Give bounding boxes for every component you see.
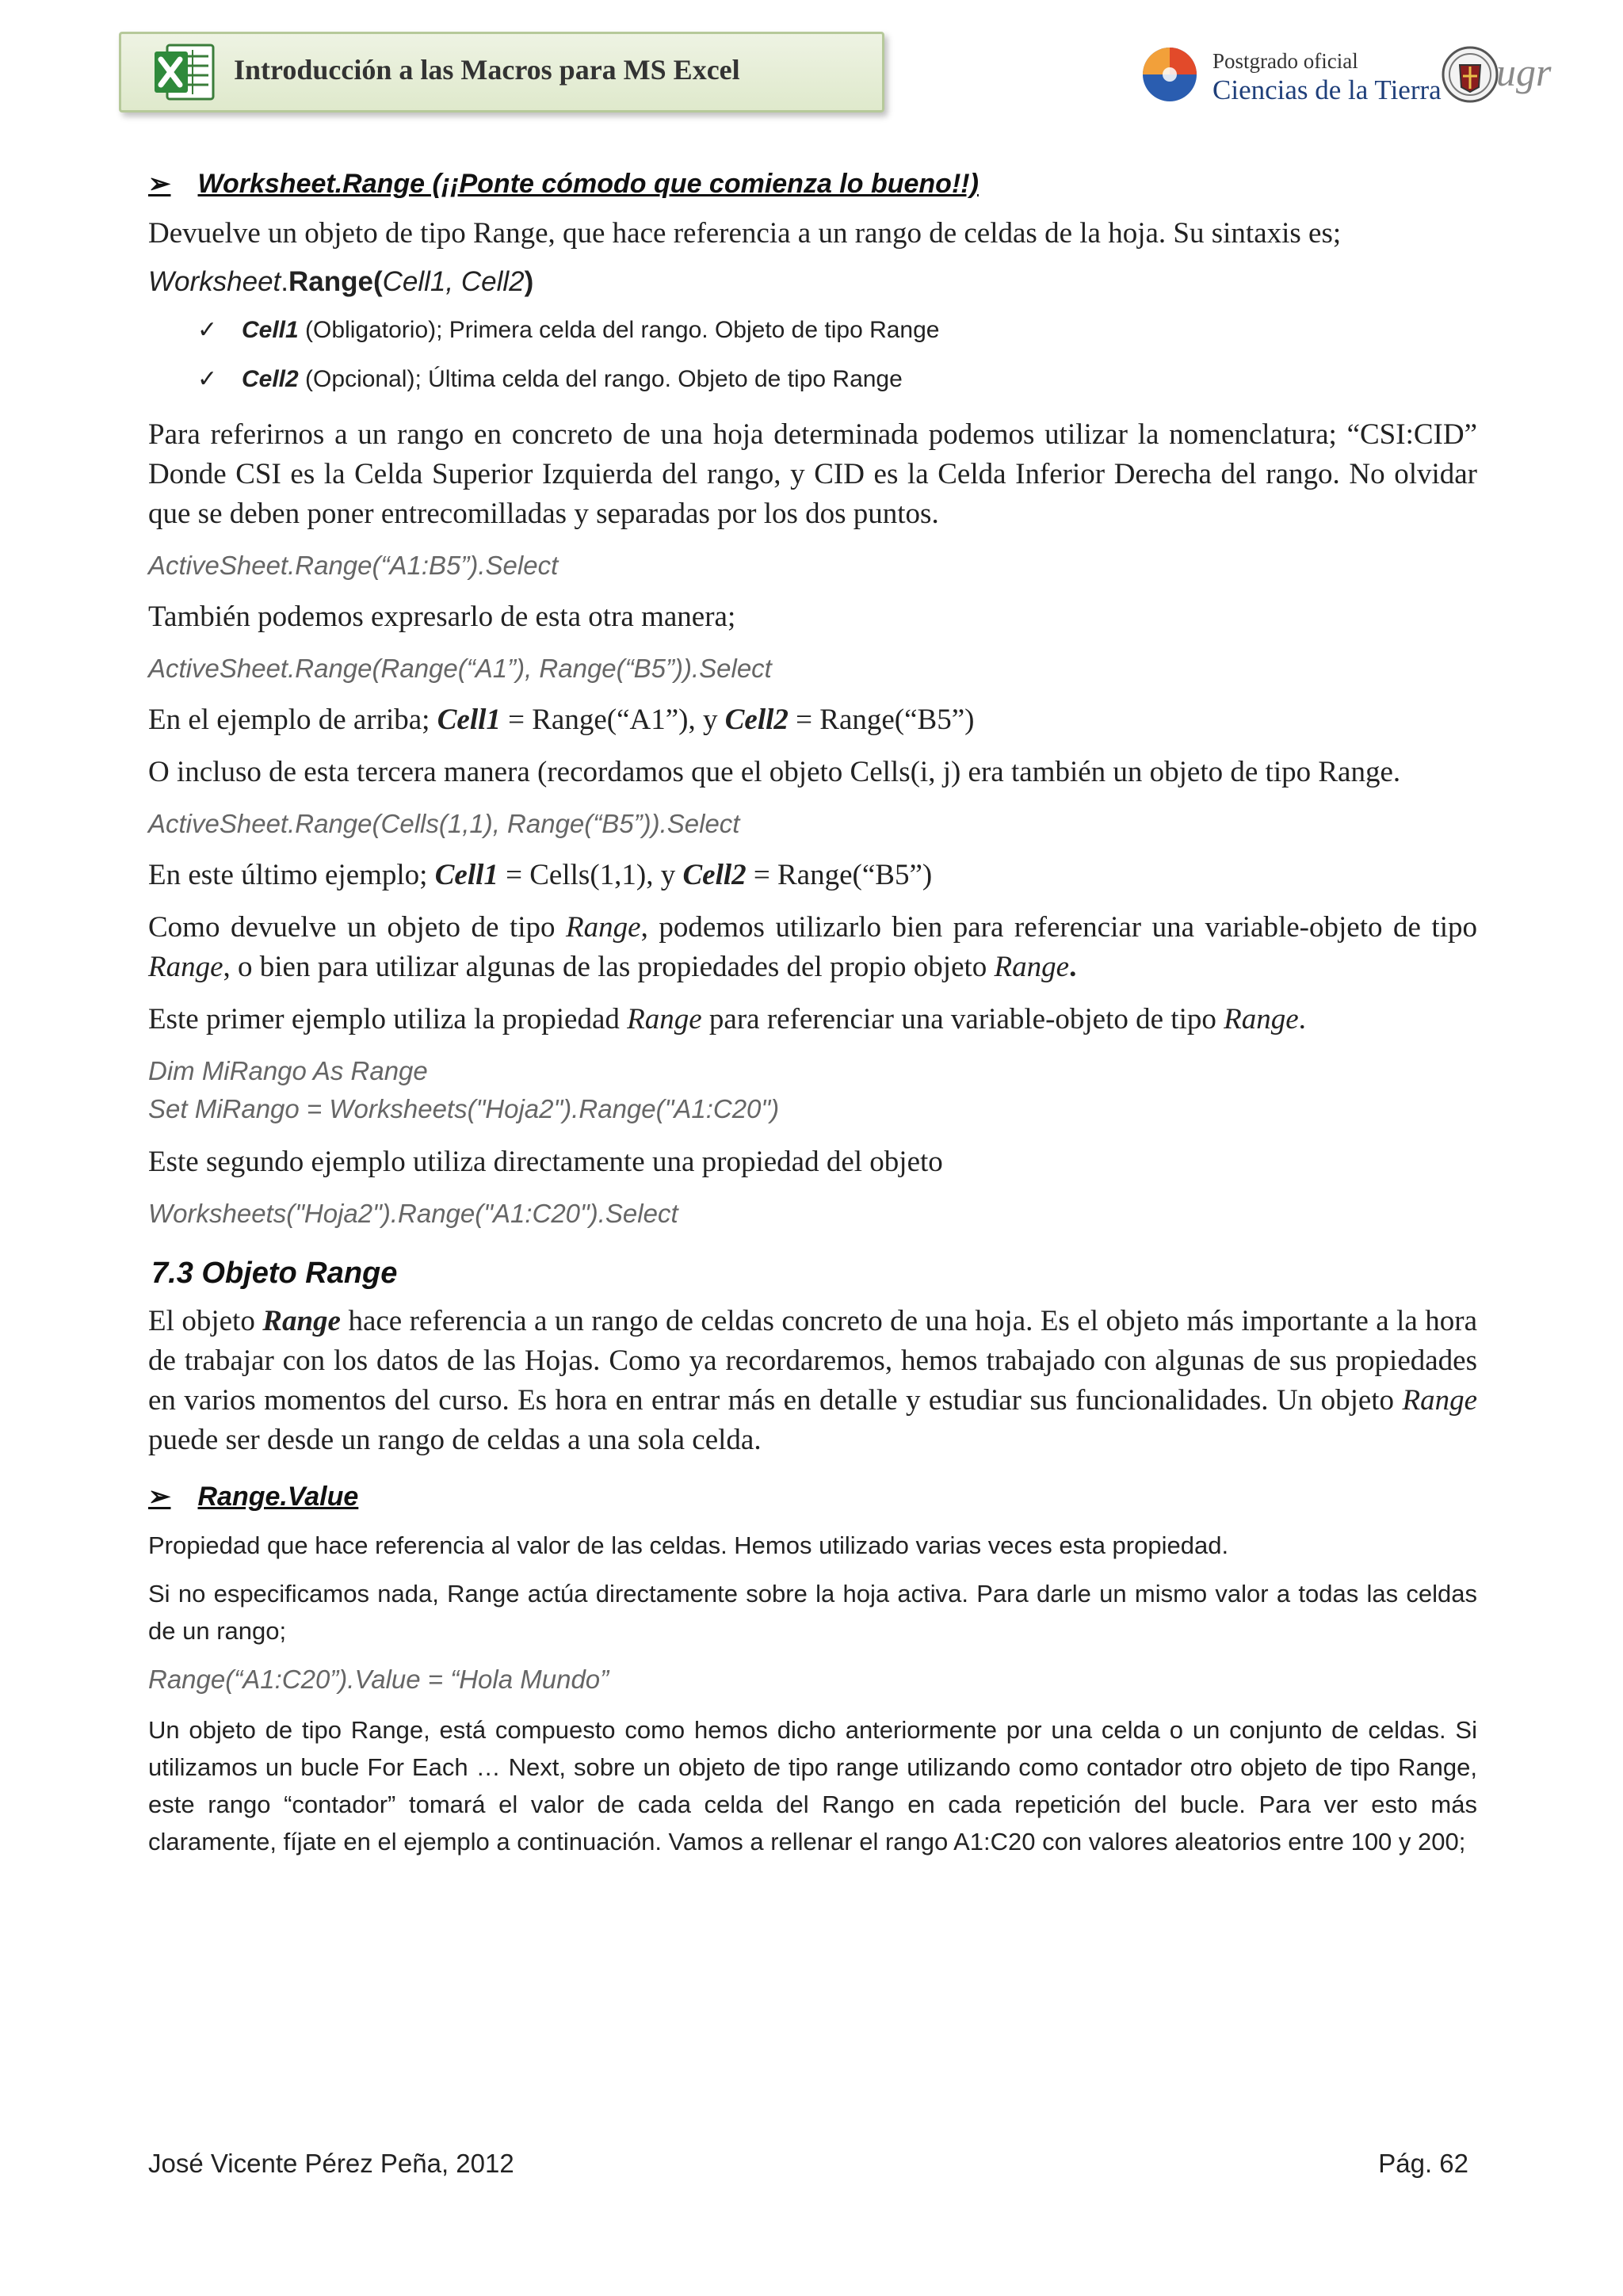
header-banner [119, 32, 884, 113]
university-branding [1141, 38, 1553, 117]
paragraph: Propiedad que hace referencia al valor de las celdas. Hemos utilizado varias veces esta propiedad. [148, 1531, 1229, 1559]
text-span: = Range(“B5”) [746, 859, 933, 891]
arrow-bullet-icon: ➢ [148, 169, 171, 199]
text-span: hace referencia a un rango de celdas concreto de una hoja. Es el objeto más importante a la hora de trabajar con los datos de las Hojas. Como ya recordaremos, hemos trabajado con algunas de sus propiedades en varios momentos del curso. Es hora en entrar más en detalle y estudiar sus funcionalidades. Un objeto [148, 1305, 1477, 1417]
syntax-close: ) [524, 266, 534, 297]
text-span: para referenciar una variable-objeto de tipo [701, 1003, 1224, 1035]
code-block [148, 1052, 1477, 1128]
paragraph: O incluso de esta tercera manera (recordamos que el objeto Cells(i, j) era también un objeto de tipo Range. [148, 756, 1401, 788]
cell1-term: Cell1 [434, 859, 498, 891]
worksheet-range-heading [148, 168, 1477, 200]
heading-text: Range.Value [197, 1481, 359, 1512]
paragraph [148, 700, 1477, 740]
text-span: Como devuelve un objeto de tipo [148, 911, 567, 944]
paragraph [148, 1000, 1477, 1039]
university-seal-icon [1441, 43, 1499, 106]
code-example: ActiveSheet.Range(“A1:B5”).Select [148, 551, 559, 580]
arrow-bullet-icon: ➢ [148, 1482, 171, 1512]
code-line: Set MiRango = Worksheets("Hoja2").Range("A1:C20") [148, 1094, 780, 1123]
cell1-term: Cell1 [437, 704, 501, 736]
text-span: Este primer ejemplo utiliza la propiedad [148, 1003, 628, 1035]
range-term: Range [566, 911, 641, 944]
intro-text: Devuelve un objeto de tipo Range, que hace referencia a un rango de celdas de la hoja. Su sintaxis es; [148, 217, 1342, 250]
checkmark-icon: ✓ [197, 366, 218, 392]
text-span: El objeto [148, 1305, 263, 1337]
paragraph [148, 1302, 1477, 1460]
code-example: Worksheets("Hoja2").Range("A1:C20").Select [148, 1199, 678, 1228]
page-content [148, 168, 1477, 1871]
paragraph [148, 856, 1477, 895]
text-span: , o bien para utilizar algunas de las propiedades del propio objeto [223, 951, 995, 983]
code-line: Dim MiRango As Range [148, 1056, 428, 1085]
header-title: Introducción a las Macros para MS Excel [234, 54, 740, 86]
text-span: = Cells(1,1), y [498, 859, 683, 891]
ugr-wordmark: ugr [1496, 50, 1552, 94]
paragraph: También podemos expresarlo de esta otra manera; [148, 601, 736, 633]
param-name: Cell1 [242, 317, 299, 343]
param-desc: (Obligatorio); Primera celda del rango. Objeto de tipo Range [298, 317, 940, 343]
list-item [197, 355, 1477, 404]
text-span: = Range(“A1”), y [500, 704, 725, 736]
text-span: = Range(“B5”) [788, 704, 975, 736]
page-footer [148, 2149, 1468, 2179]
range-term: Range [1224, 1003, 1299, 1035]
text-span: puede ser desde un rango de celdas a una sola celda. [148, 1424, 762, 1456]
syntax-args: Cell1, Cell2 [382, 266, 525, 297]
text-span: . [1069, 951, 1077, 983]
paragraph [148, 908, 1477, 987]
footer-author: José Vicente Pérez Peña, 2012 [148, 2149, 514, 2178]
section-title: 7.3 Objeto Range [151, 1257, 398, 1290]
heading-text: Worksheet.Range (¡¡Ponte cómodo que comienza lo bueno!!) [197, 168, 979, 199]
code-example: ActiveSheet.Range(Cells(1,1), Range(“B5”)).Select [148, 809, 740, 838]
text-span: En el ejemplo de arriba; [148, 704, 437, 736]
text-span: . [1298, 1003, 1306, 1035]
syntax-object: Worksheet [148, 266, 281, 297]
parameter-list [148, 306, 1477, 404]
page-number: Pág. 62 [1378, 2149, 1468, 2178]
checkmark-icon: ✓ [197, 317, 218, 343]
paragraph: Para referirnos a un rango en concreto de una hoja determinada podemos utilizar la nomenclatura; “CSI:CID” Donde CSI es la Celda Superior Izquierda del rango, y CID es la Celda Inferior Derecha del rango. No olvidar que se deben poner entrecomilladas y separadas por los dos puntos. [148, 418, 1477, 530]
param-name: Cell2 [242, 366, 299, 392]
range-term: Range [148, 951, 223, 983]
range-term: Range [1402, 1384, 1477, 1417]
range-term: Range [262, 1305, 341, 1337]
range-term: Range [627, 1003, 702, 1035]
text-span: , podemos utilizarlo bien para referenciar una variable-objeto de tipo [640, 911, 1477, 944]
syntax-dot: . [281, 266, 289, 297]
range-term: Range [994, 951, 1070, 983]
range-value-heading [148, 1481, 1477, 1512]
paragraph: Un objeto de tipo Range, está compuesto como hemos dicho anteriormente por una celda o un conjunto de celdas. Si utilizamos un bucle For Each … Next, sobre un objeto de tipo range utilizando como contador otro objeto de tipo Range, este rango “contador” tomará el valor de cada celda del Rango en cada repetición del bucle. Para ver esto más claramente, fíjate en el ejemplo a continuación. Vamos a rellenar el rango A1:C20 con valores aleatorios entre 100 y 200; [148, 1716, 1477, 1855]
param-desc: (Opcional); Última celda del rango. Objeto de tipo Range [298, 366, 903, 392]
cell2-term: Cell2 [682, 859, 747, 891]
syntax-line [148, 266, 1477, 298]
list-item [197, 306, 1477, 355]
paragraph: Este segundo ejemplo utiliza directamente una propiedad del objeto [148, 1146, 943, 1178]
code-example: Range(“A1:C20”).Value = “Hola Mundo” [148, 1665, 609, 1694]
ciencias-tierra-label: Ciencias de la Tierra [1212, 74, 1442, 105]
earth-sciences-logo-icon [1141, 46, 1198, 103]
code-example: ActiveSheet.Range(Range(“A1”), Range(“B5”)).Select [148, 654, 772, 683]
syntax-method: Range( [288, 266, 383, 297]
paragraph [148, 214, 1477, 254]
text-span: En este último ejemplo; [148, 859, 435, 891]
excel-logo-icon [151, 39, 218, 105]
postgrado-label: Postgrado oficial [1212, 49, 1358, 73]
paragraph: Si no especificamos nada, Range actúa directamente sobre la hoja activa. Para darle un mismo valor a todas las celdas de un rango; [148, 1580, 1477, 1645]
cell2-term: Cell2 [724, 704, 789, 736]
